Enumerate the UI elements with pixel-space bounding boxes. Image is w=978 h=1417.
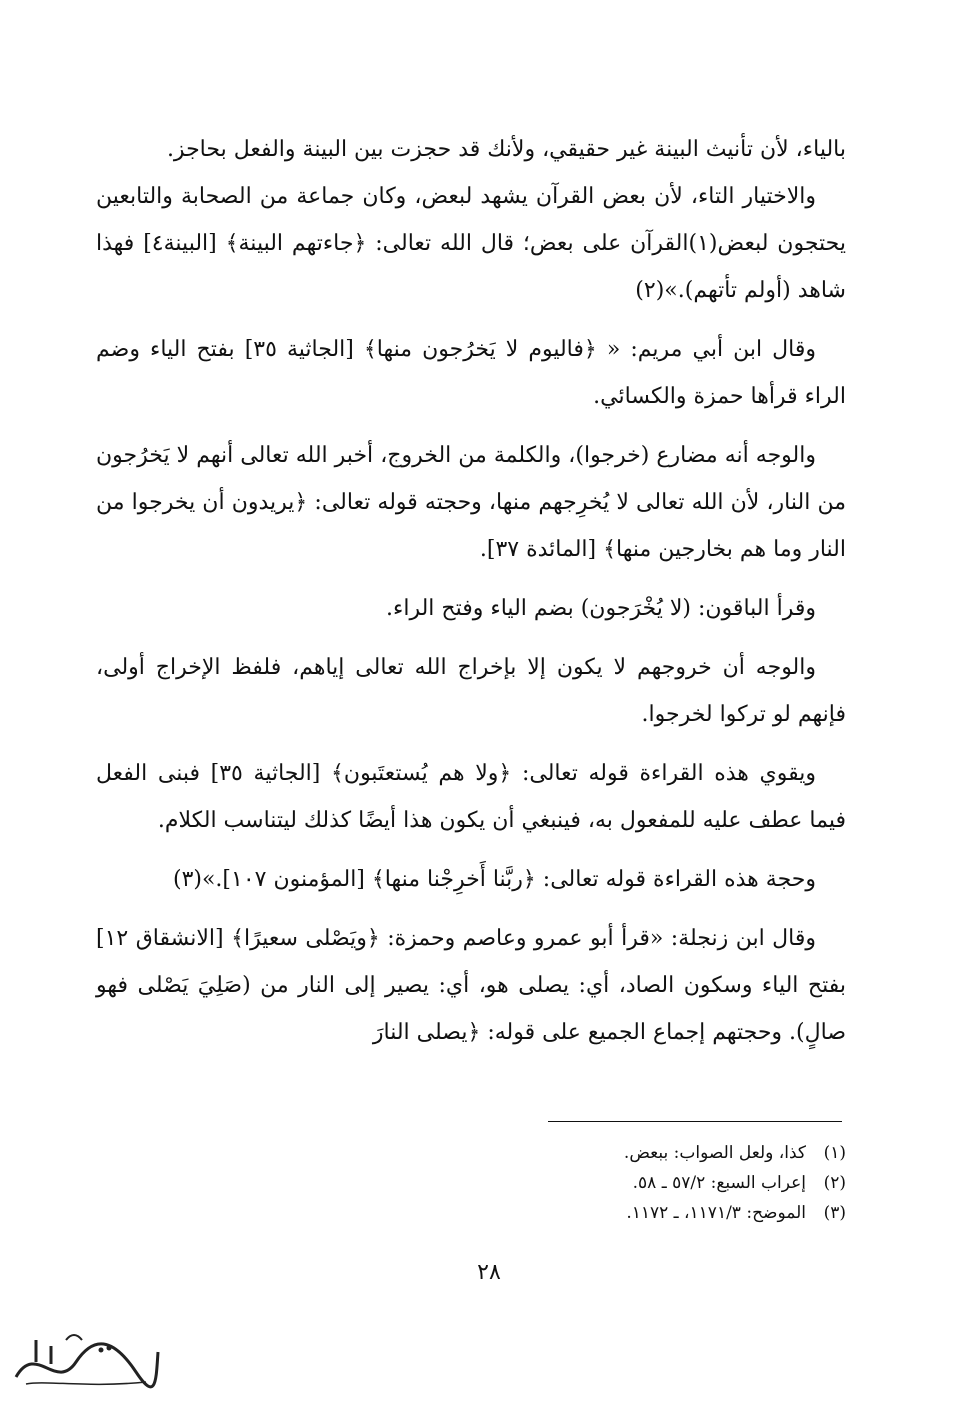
footnotes — [426, 1138, 846, 1228]
footnote — [426, 1138, 846, 1168]
paragraph: وقرأ الباقون: (لا يُخْرَجون) بضم الياء وفتح الراء. — [386, 596, 816, 621]
paragraph: والاختيار التاء، لأن بعض القرآن يشهد لبعض، وكان جماعة من الصحابة والتابعين يحتجون لبعض(١)القرآن على بعض؛ قال الله تعالى: ﴿جاءتهم البينة﴾ [البينة٤] فهذا شاهد (أولم تأتهم).»(٢) — [96, 184, 846, 303]
main-text — [96, 126, 846, 1068]
footnote-text: إعراب السبع: ٥٧/٢ ـ ٥٨. — [632, 1173, 806, 1193]
paragraph: والوجه أنه مضارع (خرجوا)، والكلمة من الخروج، أخبر الله تعالى أنهم لا يَخرُجون من النار، لأن الله تعالى لا يُخرِجهم منها، وحجته قوله تعالى: ﴿يريدون أن يخرجوا من النار وما هم بخارجين منها﴾ [المائدة ٣٧]. — [96, 443, 846, 562]
footnote — [426, 1168, 846, 1198]
paragraph: وقال ابن أبي مريم: « ﴿فاليوم لا يَخرُجون منها﴾ [الجاثية ٣٥] بفتح الياء وضم الراء قرأها حمزة والكسائي. — [96, 337, 846, 409]
paragraph: بالياء، لأن تأنيث البينة غير حقيقي، ولأنك قد حجزت بين البينة والفعل بحاجز. — [166, 137, 846, 162]
stamp-logo — [6, 1322, 166, 1402]
paragraph: ويقوي هذه القراءة قوله تعالى: ﴿ولا هم يُستعتَبون﴾ [الجاثية ٣٥] فبنى الفعل فيما عطف عليه للمفعول به، فينبغي أن يكون هذا أيضًا كذلك ليتناسب الكلام. — [96, 761, 846, 833]
paragraph: وحجة هذه القراءة قوله تعالى: ﴿ربَّنا أَخرِجْنا منها﴾ [المؤمنون ١٠٧].»(٣) — [172, 867, 816, 892]
paragraph: والوجه أن خروجهم لا يكون إلا بإخراج الله تعالى إياهم، فلفظ الإخراج أولى، فإنهم لو تركوا لخرجوا. — [96, 655, 846, 727]
footnote — [426, 1198, 846, 1228]
footnote-divider — [548, 1121, 842, 1122]
footnote-number: (٣) — [823, 1203, 846, 1223]
footnote-text: الموضح: ١١٧١/٣، ـ ١١٧٢. — [626, 1203, 806, 1223]
footnote-text: كذا، ولعل الصواب: ببعض. — [623, 1143, 806, 1163]
footnote-number: (١) — [823, 1143, 846, 1163]
page-number: ٢٨ — [477, 1260, 501, 1285]
footnote-number: (٢) — [823, 1173, 846, 1193]
paragraph: وقال ابن زنجلة: «قرأ أبو عمرو وعاصم وحمزة: ﴿ويَصْلى سعيرًا﴾ [الانشقاق ١٢] بفتح الياء وسكون الصاد، أي: يصلى هو، أي: يصير إلى النار من (صَلِيَ يَصْلى فهو صالٍ). وحجتهم إجماع الجميع على قوله: ﴿يصلى النارَ — [96, 926, 846, 1045]
